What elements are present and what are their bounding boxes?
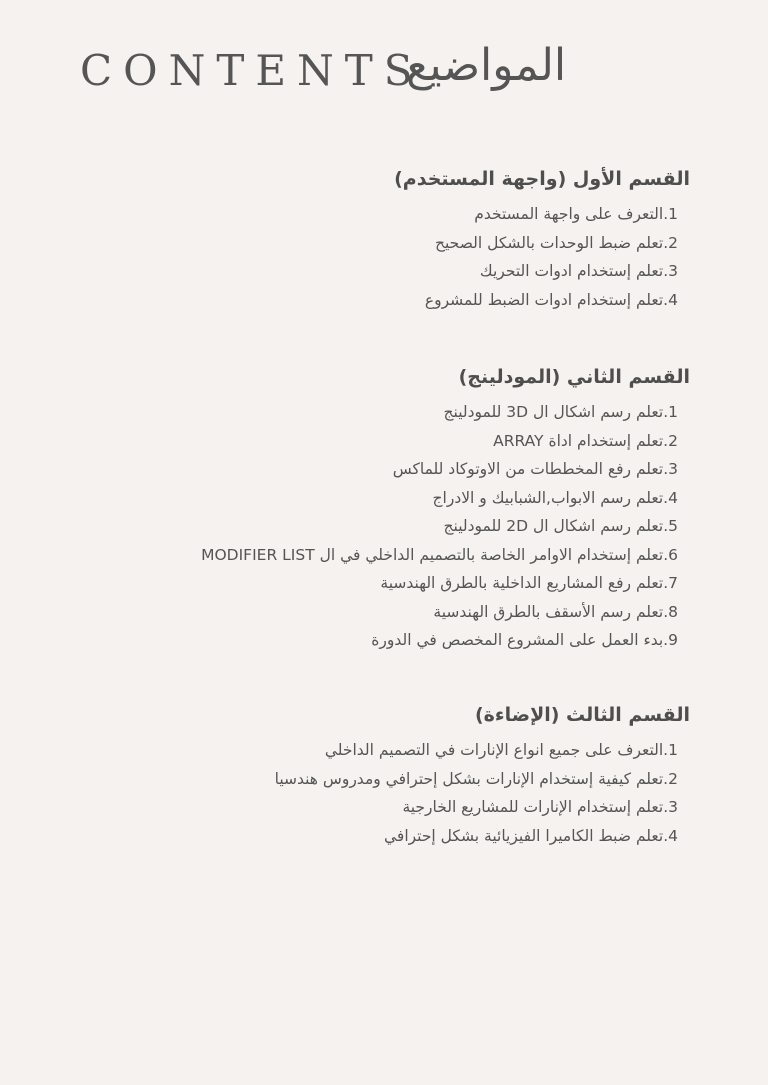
- list-item: 4.تعلم ضبط الكاميرا الفيزيائية بشكل إحترافي: [383, 826, 678, 845]
- list-item: 2.تعلم ضبط الوحدات بالشكل الصحيح: [435, 233, 678, 252]
- list-item: 9.بدء العمل على المشروع المخصص في الدورة: [371, 631, 678, 649]
- section-item-list: [275, 736, 690, 850]
- list-item: 2.تعلم إستخدام اداة ARRAY: [493, 431, 678, 450]
- section-item-list: [394, 200, 690, 314]
- section-heading: القسم الثالث (الإضاءة): [474, 704, 690, 726]
- section-modeling: [201, 366, 690, 655]
- list-item: 1.التعرف على واجهة المستخدم: [474, 205, 678, 223]
- list-item: 6.تعلم إستخدام الاوامر الخاصة بالتصميم الداخلي في ال MODIFIER LIST: [201, 545, 678, 564]
- list-item: 1.التعرف على جميع انواع الإنارات في التصميم الداخلي: [324, 741, 678, 759]
- list-item: 3.تعلم إستخدام الإنارات للمشاريع الخارجية: [402, 798, 678, 816]
- section-user-interface: [394, 168, 690, 314]
- list-item: 4.تعلم رسم الابواب,الشبابيك و الادراج: [432, 488, 678, 507]
- list-item: 1.تعلم رسم اشكال ال 3D للمودلينج: [443, 403, 678, 421]
- list-item: 3.تعلم رفع المخططات من الاوتوكاد للماكس: [392, 460, 678, 478]
- list-item: 5.تعلم رسم اشكال ال 2D للمودلينج: [443, 517, 678, 535]
- section-lighting: [275, 704, 690, 850]
- page-title-latin: CONTENTS: [80, 46, 424, 95]
- section-item-list: [201, 398, 690, 655]
- list-item: 7.تعلم رفع المشاريع الداخلية بالطرق الهندسية: [380, 574, 678, 592]
- section-heading: القسم الثاني (المودلينج): [458, 366, 690, 388]
- list-item: 4.تعلم إستخدام ادوات الضبط للمشروع: [424, 290, 678, 309]
- list-item: 3.تعلم إستخدام ادوات التحريك: [479, 262, 678, 280]
- list-item: 8.تعلم رسم الأسقف بالطرق الهندسية: [433, 602, 678, 621]
- page-title-arabic: المواضيع: [406, 40, 567, 91]
- list-item: 2.تعلم كيفية إستخدام الإنارات بشكل إحترافي ومدروس هندسيا: [274, 769, 678, 788]
- section-heading: القسم الأول (واجهة المستخدم): [394, 168, 690, 190]
